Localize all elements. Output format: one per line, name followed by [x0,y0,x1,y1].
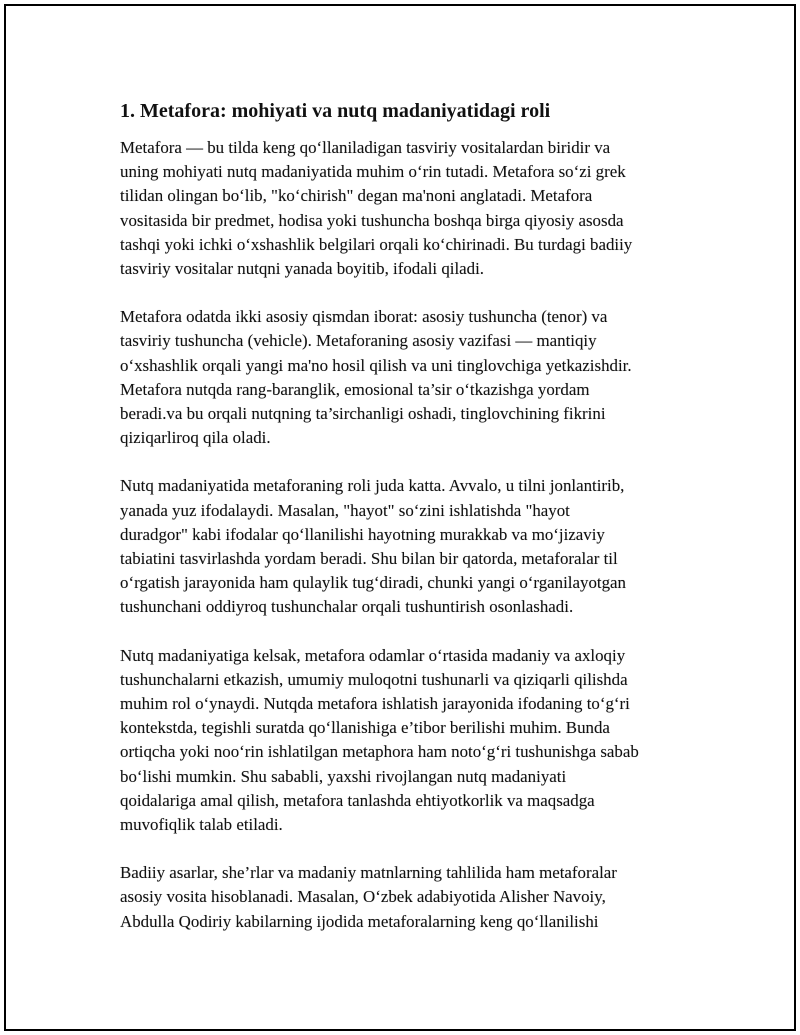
paragraph-line: duradgor" kabi ifodalar qo‘llanilishi hayotning murakkab va mo‘jizaviy [120,524,605,544]
paragraph-line: muvofiqlik talab etiladi. [120,815,283,835]
section-heading: 1. Metafora: mohiyati va nutq madaniyatidagi roli [120,100,551,122]
document-page [4,4,796,1031]
paragraph-line: tasviriy tushuncha (vehicle). Metaforaning asosiy vazifasi — mantiqiy [120,331,597,351]
body-paragraph [120,474,690,619]
paragraph-line: Abdulla Qodiriy kabilarning ijodida metaforalarning keng qo‘llanilishi [120,911,599,931]
paragraph-line: muhim rol o‘ynaydi. Nutqda metafora ishlatish jarayonida ifodaning to‘g‘ri [120,694,630,714]
paragraph-line: asosiy vosita hisoblanadi. Masalan, O‘zbek adabiyotida Alisher Navoiy, [120,887,606,907]
paragraph-line: Nutq madaniyatiga kelsak, metafora odamlar o‘rtasida madaniy va axloqiy [120,645,626,665]
paragraph-line: tilidan olingan bo‘lib, "ko‘chirish" degan ma'noni anglatadi. Metafora [120,186,593,206]
body-paragraph [120,644,690,838]
paragraph-line: ortiqcha yoki noo‘rin ishlatilgan metaphora ham noto‘g‘ri tushunishga sabab [120,742,639,762]
paragraph-line: bo‘lishi mumkin. Shu sababli, yaxshi rivojlangan nutq madaniyati [120,766,567,786]
paragraph-line: kontekstda, tegishli suratda qo‘llanishiga e’tibor berilishi muhim. Bunda [120,718,610,738]
paragraph-list [120,136,690,934]
paragraph-line: qiziqarliroq qila oladi. [120,428,271,448]
paragraph-line: Nutq madaniyatida metaforaning roli juda katta. Avvalo, u tilni jonlantirib, [120,476,625,496]
document-content [120,98,690,958]
paragraph-line: o‘rgatish jarayonida ham qulaylik tug‘diradi, chunki yangi o‘rganilayotgan [120,573,626,593]
paragraph-line: tushunchani oddiyroq tushunchalar orqali tushuntirish osonlashadi. [120,597,574,617]
paragraph-line: yanada yuz ifodalaydi. Masalan, "hayot" so‘zini ishlatishda "hayot [120,500,570,520]
paragraph-line: Badiiy asarlar, she’rlar va madaniy matnlarning tahlilida ham metaforalar [120,863,617,883]
paragraph-line: vositasida bir predmet, hodisa yoki tushuncha boshqa birga qiyosiy asosda [120,210,624,230]
body-paragraph [120,136,690,281]
body-paragraph [120,305,690,450]
paragraph-line: beradi.va bu orqali nutqning ta’sirchanligi oshadi, tinglovchining fikrini [120,404,606,424]
paragraph-line: tabiatini tasvirlashda yordam beradi. Shu bilan bir qatorda, metaforalar til [120,549,618,569]
body-paragraph [120,861,690,934]
paragraph-line: Metafora nutqda rang-baranglik, emosional ta’sir o‘tkazishga yordam [120,379,590,399]
paragraph-line: tashqi yoki ichki o‘xshashlik belgilari orqali ko‘chirinadi. Bu turdagi badiiy [120,234,633,254]
paragraph-line: o‘xshashlik orqali yangi ma'no hosil qilish va uni tinglovchiga yetkazishdir. [120,355,632,375]
paragraph-line: uning mohiyati nutq madaniyatida muhim o‘rin tutadi. Metafora so‘zi grek [120,162,626,182]
paragraph-line: tasviriy vositalar nutqni yanada boyitib, ifodali qiladi. [120,259,485,279]
paragraph-line: Metafora odatda ikki asosiy qismdan iborat: asosiy tushuncha (tenor) va [120,307,608,327]
paragraph-line: qoidalariga amal qilish, metafora tanlashda ehtiyotkorlik va maqsadga [120,790,595,810]
paragraph-line: Metafora — bu tilda keng qo‘llaniladigan tasviriy vositalardan biridir va [120,138,611,157]
paragraph-line: tushunchalarni etkazish, umumiy muloqotni tushunarli va qiziqarli qilishda [120,669,628,689]
